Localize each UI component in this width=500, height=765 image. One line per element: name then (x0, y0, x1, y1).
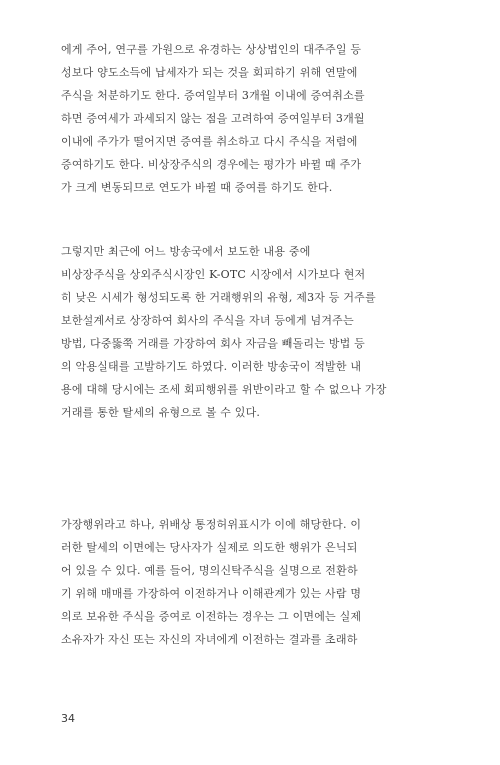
paragraph-2 (61, 240, 433, 424)
text-line: 기 위해 매매를 가장하여 이전하거나 이해관계가 있는 사람 명 (61, 587, 362, 600)
text-line: 성보다 양도소득에 납세자가 되는 것을 회피하기 위해 연말에 (61, 66, 358, 79)
text-line: 증여하기도 한다. 비상장주식의 경우에는 평가가 바뀔 때 주가 (61, 158, 362, 171)
text-line: 주식을 처분하기도 한다. 증여일부터 3개월 이내에 증여취소를 (61, 89, 365, 102)
text-line: 방법, 다중뚫쭉 거래를 가장하여 회사 자금을 빼돌리는 방법 등 (61, 337, 365, 350)
text-line: 에게 주어, 연구를 가원으로 유경하는 상상법인의 대주주일 등 (61, 43, 362, 56)
page-number: 34 (61, 712, 75, 725)
text-line: 보한설계서로 상장하여 회사의 주식을 자녀 등에게 넘겨주는 (61, 314, 354, 327)
text-line: 의로 보유한 주식을 증여로 이전하는 경우는 그 이면에는 실제 (61, 610, 362, 623)
text-line: 하면 증여세가 과세되지 않는 점을 고려하여 증여일부터 3개월 (61, 112, 365, 125)
text-line: 비상장주식을 상외주식시장인 K-OTC 시장에서 시가보다 현저 (61, 268, 366, 281)
text-line: 이내에 주가가 떨어지면 증여를 취소하고 다시 주식을 저렴에 (61, 135, 358, 148)
text-line: 가장행위라고 하나, 위배상 통정허위표시가 이에 해당한다. 이 (61, 518, 362, 531)
text-line: 어 있을 수 있다. 예를 들어, 명의신탁주식을 실명으로 전환하 (61, 564, 358, 577)
text-line: 거래를 통한 탈세의 유형으로 볼 수 있다. (61, 406, 261, 419)
text-line: 가 크게 변동되므로 연도가 바뀔 때 증여를 하기도 한다. (61, 181, 333, 194)
text-line: 러한 탈세의 이면에는 당사자가 실제로 의도한 행위가 은닉되 (61, 541, 358, 554)
paragraph-1 (61, 38, 433, 199)
text-line: 용에 대해 당시에는 조세 회피행위를 위반이라고 할 수 없으나 가장 (61, 383, 387, 396)
text-line: 그렇지만 최근에 어느 방송국에서 보도한 내용 중에 (61, 245, 311, 258)
text-line: 히 낮은 시세가 형성되도록 한 거래행위의 유형, 제3자 등 거주를 (61, 291, 376, 304)
text-line: 소유자가 자신 또는 자신의 자녀에게 이전하는 결과를 초래하 (61, 633, 358, 646)
paragraph-3 (61, 513, 433, 651)
text-line: 의 악용실태를 고발하기도 하였다. 이러한 방송국이 적발한 내 (61, 360, 362, 373)
